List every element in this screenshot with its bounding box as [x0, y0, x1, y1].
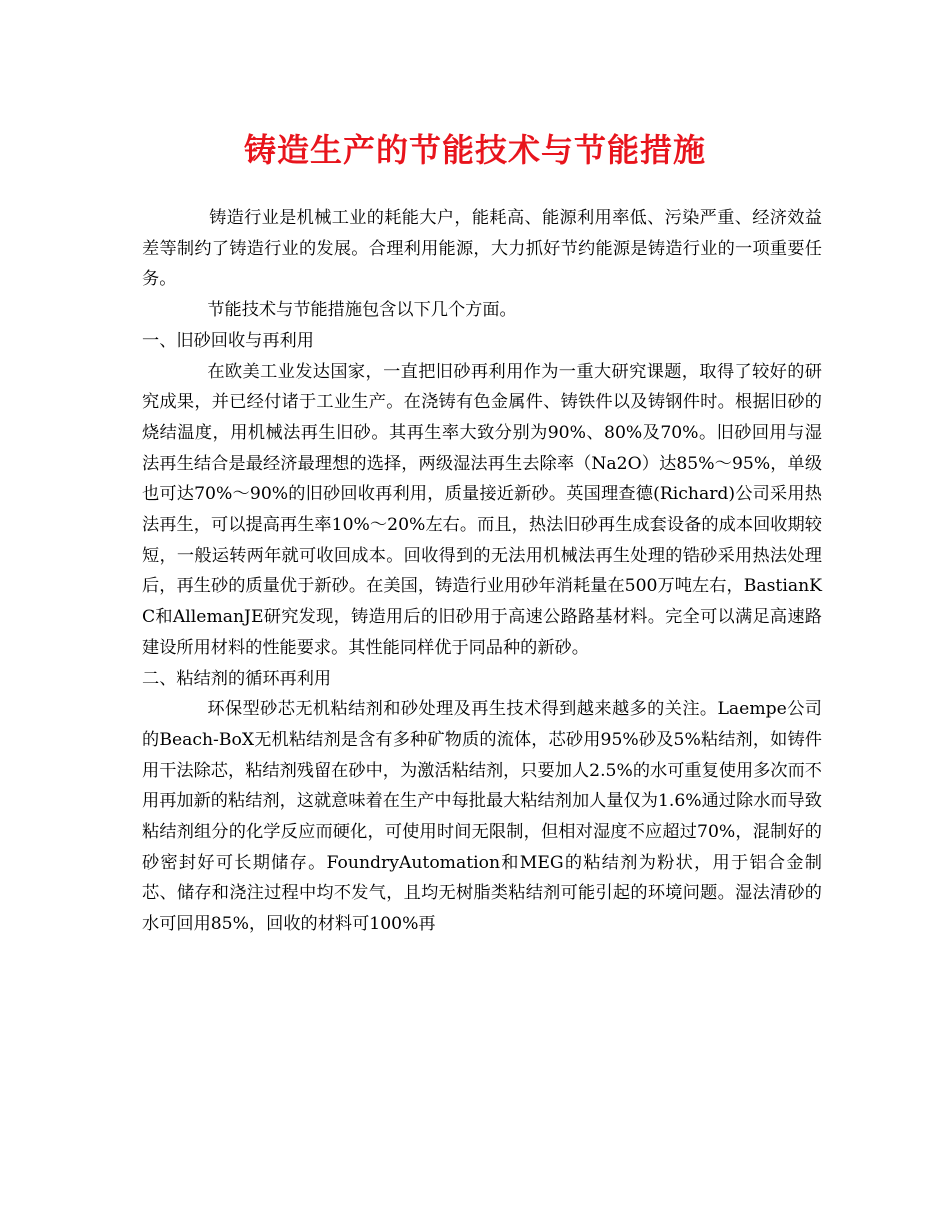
section-heading-binder: 二、粘结剂的循环再利用 [142, 668, 332, 689]
document-body [142, 203, 822, 940]
section-body-old-sand: 在欧美工业发达国家，一直把旧砂再利用作为一重大研究课题，取得了较好的研究成果，并已经付诸于工业生产。在浇铸有色金属件、铸铁件以及铸钢件时。根据旧砂的烧结温度，用机械法再生旧砂。其再生率大致分别为90%、80%及70%。旧砂回用与湿法再生结合是最经济最理想的选择，两级湿法再生去除率（Na2O）达85%～95%，单级也可达70%～90%的旧砂回收再利用，质量接近新砂。英国理查德(Richard)公司采用热法再生，可以提高再生率10%～20%左右。而且，热法旧砂再生成套设备的成本回收期较短，一般运转两年就可收回成本。回收得到的无法用机械法再生处理的锆砂采用热法处理后，再生砂的质量优于新砂。在美国，铸造行业用砂年消耗量在500万吨左右，BastianKC和AllemanJE研究发现，铸造用后的旧砂用于高速公路路基材料。完全可以满足高速路建设所用材料的性能要求。其性能同样优于同品种的新砂。 [142, 361, 823, 658]
intro-paragraph: 铸造行业是机械工业的耗能大户，能耗高、能源利用率低、污染严重、经济效益差等制约了铸造行业的发展。合理利用能源，大力抓好节约能源是铸造行业的一项重要任务。 [142, 208, 822, 290]
document-title: 铸造生产的节能技术与节能措施 [243, 131, 706, 169]
section-body-binder: 环保型砂芯无机粘结剂和砂处理及再生技术得到越来越多的关注。Laempe公司的Beach-BoX无机粘结剂是含有多种矿物质的流体，芯砂用95%砂及5%粘结剂，如铸件用干法除芯，粘结剂残留在砂中，为激活粘结剂，只要加人2.5%的水可重复使用多次而不用再加新的粘结剂，这就意味着在生产中每批最大粘结剂加人量仅为1.6%通过除水而导致粘结剂组分的化学反应而硬化，可使用时间无限制，但相对湿度不应超过70%，混制好的砂密封好可长期储存。FoundryAutomation和MEG的粘结剂为粉状，用于铝合金制芯、储存和浇注过程中均不发气，且均无树脂类粘结剂可能引起的环境问题。湿法清砂的水可回用85%，回收的材料可100%再 [142, 699, 822, 935]
section-heading-old-sand: 一、旧砂回收与再利用 [142, 330, 314, 351]
overview-paragraph: 节能技术与节能措施包含以下几个方面。 [207, 300, 517, 321]
